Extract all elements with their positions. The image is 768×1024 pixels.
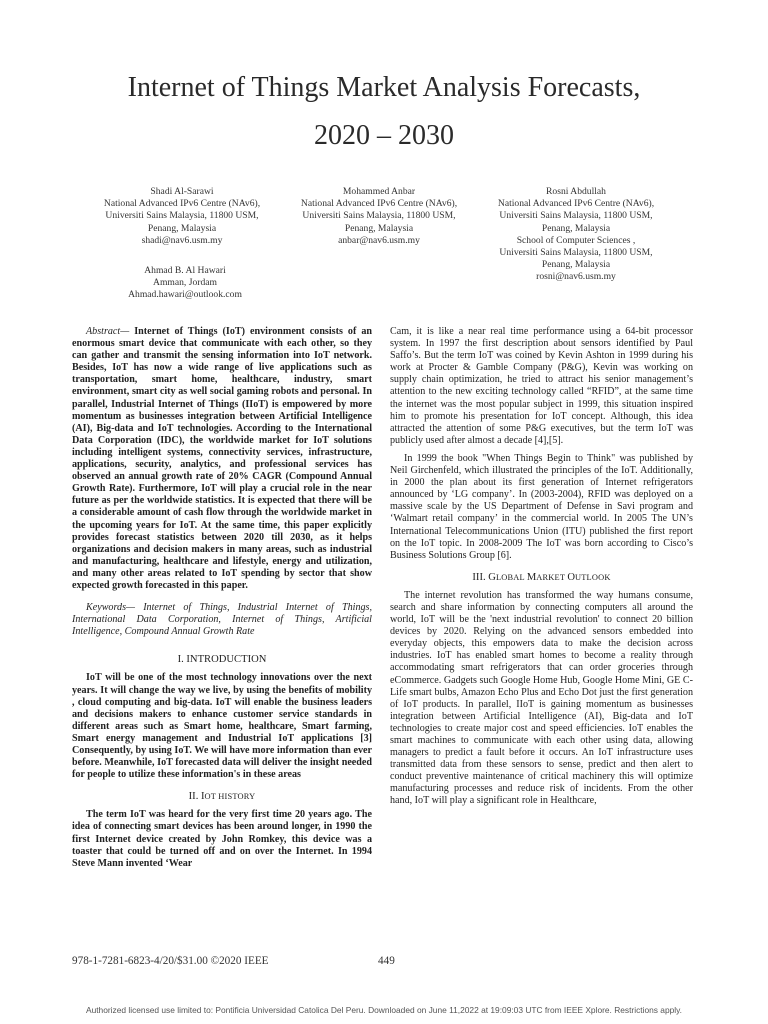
- author-block-3: [476, 186, 676, 284]
- author-email: rosni@nav6.usm.my: [536, 271, 616, 283]
- market-outlook-paragraph: The internet revolution has transformed the way humans consume, search and share information by connecting computers all around the world, IoT will be the 'next industrial revolution' to connect 20 billion devices by 2020. Relying on the advanced sensors embedded into everyday objects, this empowers data to make the decision across industries. IoT has enabled smart homes to become a reality through accommodating smart refrigerators that can order groceries through eCommerce. Gadgets such Google Home Hub, Google Home Mini, GE C-Life smart bulbs, Amazon Echo Plus and Echo Dot just the first generation of IoT products. In parallel, IIoT is gaining momentum as businesses integration between Artificial Intelligence (AI), Big-data and IoT technologies to create major cost and speed efficiencies. IoT enables the smart machines to communicate with each other using data, allowing managers to predict a fault before it occurs. An IoT infrastructure uses transmitted data from these sensors to sense, predict and then alert to conduct preventive maintenance of critical machinery this will optimize manufacturing processes and reduce risk of incidents. From the other hand, IoT will play a significant role in Healthcare,: [390, 589, 693, 807]
- section-number: II.: [188, 791, 199, 803]
- author-line: Mohammed Anbar: [342, 186, 416, 197]
- section-heading-iot-history: [72, 791, 372, 803]
- author-line: Amman, Jordam: [153, 277, 217, 289]
- abstract-lead: Abstract—: [86, 326, 130, 337]
- author-line: Universiti Sains Malaysia, 11800 USM,: [499, 247, 653, 259]
- author-block-1: [82, 186, 282, 247]
- author-line: Penang, Malaysia: [541, 259, 611, 271]
- heading-smallcaps: OT HISTORY: [204, 792, 256, 802]
- heading-cap: M: [526, 571, 537, 583]
- author-line: School of Computer Sciences ,: [516, 234, 636, 246]
- section-number: III.: [472, 571, 486, 583]
- author-line: Penang, Malaysia: [147, 222, 217, 234]
- author-line: Penang, Malaysia: [541, 222, 611, 234]
- heading-smallcaps: ARKET: [536, 572, 568, 582]
- section-heading-global-market-outlook: [390, 572, 693, 584]
- author-email: anbar@nav6.usm.my: [338, 234, 420, 246]
- author-line: Ahmad B. Al Hawari: [144, 265, 226, 276]
- heading-cap: G: [488, 571, 496, 583]
- section-heading-introduction: I. INTRODUCTION: [177, 654, 267, 666]
- author-line: National Advanced IPv6 Centre (NAv6),: [497, 198, 655, 210]
- author-line: Universiti Sains Malaysia, 11800 USM,: [499, 210, 653, 222]
- history-timeline-paragraph: In 1999 the book "When Things Begin to Think" was published by Neil Girchenfeld, which illustrated the principles of the IoT. Additionally, in 2000 the plan about its first generation of Internet refrigerators announced by ‘LG company’. In (2003-2004), RFID was deployed on a massive scale by the US Department of Defense in Savi program and ‘Walmart retail company’ in the commercial world. In 2005 The UN’s International Telecommunications Union (ITU) published the first report on the IoT topic. In 2008-2009 The IoT was born according to Cisco’s Business Solutions Group [6].: [390, 452, 693, 561]
- author-line: Universiti Sains Malaysia, 11800 USM,: [105, 210, 259, 222]
- author-block-2: [279, 186, 479, 247]
- author-line: National Advanced IPv6 Centre (NAv6),: [300, 198, 458, 210]
- author-line: National Advanced IPv6 Centre (NAv6),: [103, 198, 261, 210]
- author-line: Penang, Malaysia: [344, 222, 414, 234]
- page-number: 449: [378, 955, 395, 967]
- heading-cap: O: [567, 571, 575, 583]
- history-paragraph: The term IoT was heard for the very first time 20 years ago. The idea of connecting smart devices has been around longer, in 1990 the first Internet device created by John Romkey, this device was a toaster that could be turned off and on over the Internet. In 1994 Steve Mann invented ‘Wear: [72, 809, 372, 869]
- introduction-paragraph: IoT will be one of the most technology innovations over the next years. It will change the way we live, by using the benefits of mobility , cloud computing and big-data. IoT will enable the business leaders and decisions makers to enhance customer service standards in different areas such as Smart home, healthcare, Smart farming, Smart energy management and Industrial IoT applications [3] Consequently, by using IoT. We will have more information than ever before. Meanwhile, IoT forecasted data will deliver the insight needed for people to utilize these information's in these areas: [72, 672, 372, 781]
- heading-cap: I: [201, 791, 205, 803]
- heading-smallcaps: LOBAL: [495, 572, 527, 582]
- isbn-footer: 978-1-7281-6823-4/20/$31.00 ©2020 IEEE: [72, 955, 269, 967]
- history-continued-paragraph: Cam, it is like a near real time performance using a 64-bit processor system. In 1997 the first description about sensors identified by Paul Saffo’s. But the term IoT was coined by Kevin Ashton in 1999 during his work at Procter & Gamble Company (P&G), Kevin was working on supply chain optimization, he tried to attract his senior management’s attention to the new exciting technology called “RFID”, at the same time the internet was the most popular subject in 1999, this situation inspired him to promote his presentation for IoT concept. Although, this idea attracted the attention of some P&G executives, but the term IoT was publicly used after almost a decade [4],[5].: [390, 326, 693, 446]
- heading-smallcaps: UTLOOK: [574, 572, 611, 582]
- author-email: Ahmad.hawari@outlook.com: [128, 289, 242, 301]
- keywords-paragraph: Keywords— Internet of Things, Industrial Internet of Things, International Data Corporation, Internet of Things, Artificial Intelligence, Compound Annual Growth Rate: [72, 602, 372, 638]
- abstract-body: Internet of Things (IoT) environment consists of an enormous smart device that communicate with each other, so they can gather and transmit the sensing information into IoT network. Besides, IoT has now a wide range of live applications such as transportation, smart home, healthcare, industry, smart environment, smart city as well social gaming robots and personal. In parallel, Industrial Internet of Things (IIoT) is empowered by more momentum as businesses integration between Artificial Intelligence (AI), Big-data and IoT technologies. According to the International Data Corporation (IDC), the worldwide market for IoT solutions including intelligent systems, connectivity services, infrastructure, applications, security, analytics, and professional services has observed an annual growth rate of 20% CAGR (Compound Annual Growth Rate). Furthermore, IoT will play a crucial role in the near future as per the worldwide statistics. It is expected that there will be a considerable amount of cash flow through the worldwide market in the upcoming years for IoT. At the same time, this paper explicitly provides forecast statistics between 2020 till 2030, as it helps organizations and decision makers in many areas, such as industrial and manufacturing, healthcare and lifestyle, energy and utilization, and many other areas related to IoT spending by sector that show expected growth forecasted in this paper.: [72, 326, 372, 591]
- author-email: shadi@nav6.usm.my: [141, 234, 223, 246]
- paper-title-line-1: Internet of Things Market Analysis Forecasts,: [127, 72, 641, 103]
- right-column: [390, 326, 693, 808]
- abstract-paragraph: [72, 326, 372, 592]
- left-column: [72, 326, 372, 870]
- author-line: Rosni Abdullah: [546, 186, 606, 197]
- author-block-4: [85, 265, 285, 302]
- author-line: Shadi Al-Sarawi: [150, 186, 214, 197]
- paper-title-line-2: 2020 – 2030: [314, 120, 454, 151]
- license-notice: Authorized licensed use limited to: Pontificia Universidad Catolica Del Peru. Downloaded on June 11,2022 at 19:09:03 UTC from IEEE Xplore. Restrictions apply.: [85, 1005, 683, 1015]
- author-line: Universiti Sains Malaysia, 11800 USM,: [302, 210, 456, 222]
